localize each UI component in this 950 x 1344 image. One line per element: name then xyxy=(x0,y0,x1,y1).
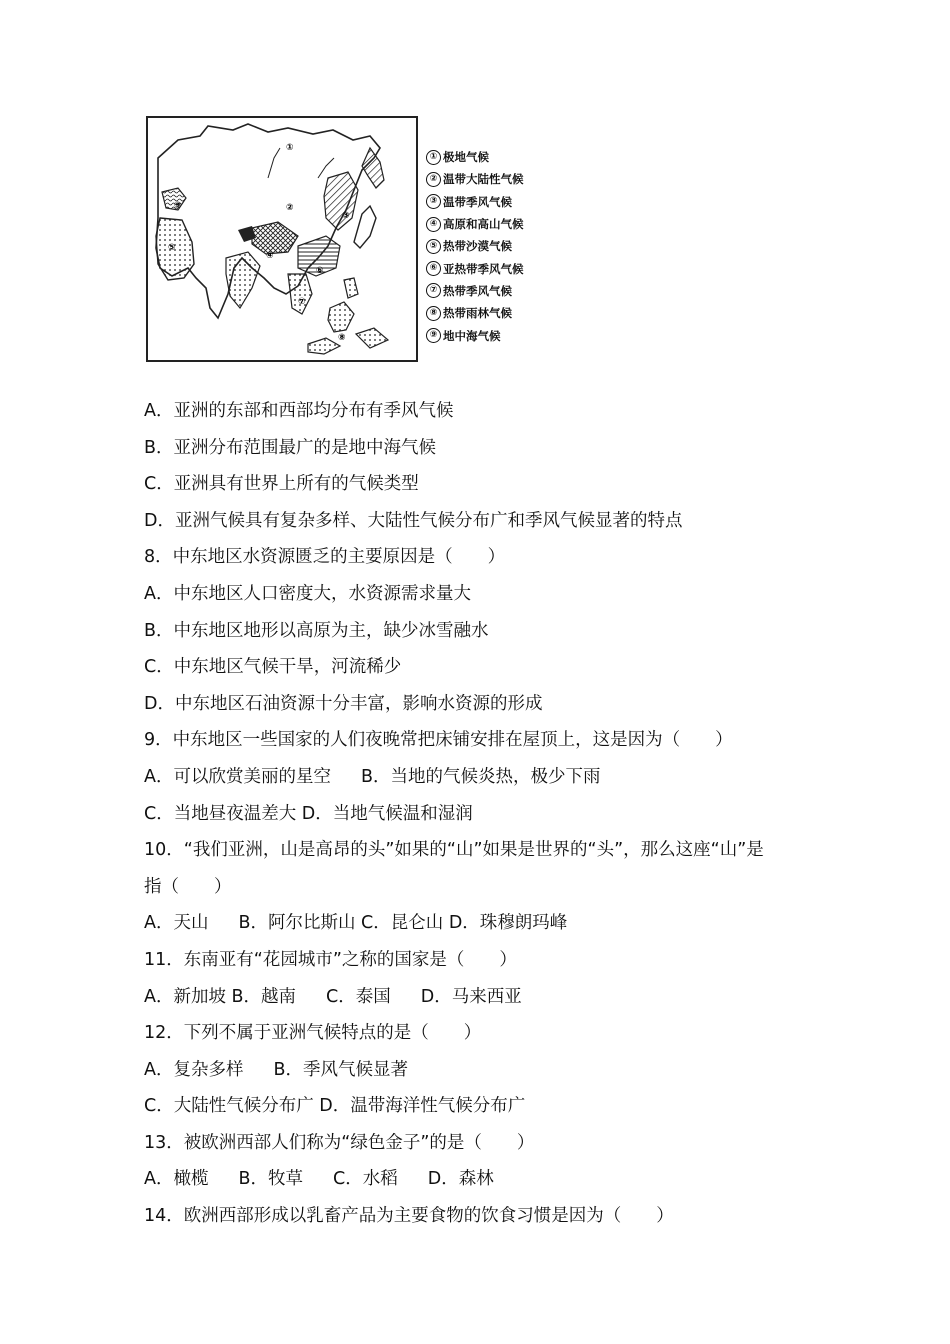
legend-text: 地中海气候 xyxy=(443,328,501,343)
option-line xyxy=(144,763,834,800)
text-segment: D．中东地区石油资源十分丰富，影响水资源的形成 xyxy=(144,693,543,714)
option-line xyxy=(144,1165,834,1202)
option-line xyxy=(144,909,834,946)
zone-3 xyxy=(324,172,358,230)
map-drawing xyxy=(148,118,418,362)
text-segment: 13．被欧洲西部人们称为“绿色金子”的是（ ） xyxy=(144,1132,535,1153)
legend-number: ② xyxy=(426,172,441,187)
map-label-9: ⑨ xyxy=(174,201,182,211)
text-segment: B．阿尔比斯山 C．昆仑山 D．珠穆朗玛峰 xyxy=(238,913,568,934)
text-segment: 10．“我们亚洲，山是高昂的头”如果的“山”如果是世界的“头”，那么这座“山”是 xyxy=(144,840,764,861)
question-line xyxy=(144,946,834,983)
text-segment: C．亚洲具有世界上所有的气候类型 xyxy=(144,474,419,495)
text-segment: D．马来西亚 xyxy=(420,986,522,1007)
asia-climate-map xyxy=(146,116,418,362)
legend-item xyxy=(426,213,546,235)
text-segment: D．森林 xyxy=(427,1169,494,1190)
zone-7-india xyxy=(226,252,260,308)
text-segment: B．季风气候显著 xyxy=(273,1059,408,1080)
map-label-1: ① xyxy=(286,143,294,153)
map-label-3: ③ xyxy=(342,211,350,221)
legend-text: 热带沙漠气候 xyxy=(443,239,512,254)
text-segment: 指（ ） xyxy=(144,876,232,897)
question-line xyxy=(144,726,834,763)
option-line xyxy=(144,470,834,507)
text-segment: C．大陆性气候分布广 D．温带海洋性气候分布广 xyxy=(144,1096,526,1117)
legend-item xyxy=(426,146,546,168)
legend-item xyxy=(426,235,546,257)
legend-item xyxy=(426,302,546,324)
option-line xyxy=(144,507,834,544)
option-line xyxy=(144,434,834,471)
map-legend xyxy=(426,146,546,347)
option-line xyxy=(144,1056,834,1093)
legend-item xyxy=(426,257,546,279)
option-line xyxy=(144,653,834,690)
text-segment: C．当地昼夜温差大 D．当地气候温和湿润 xyxy=(144,803,473,824)
legend-text: 温带季风气候 xyxy=(443,194,512,209)
legend-text: 热带雨林气候 xyxy=(443,306,512,321)
option-line xyxy=(144,397,834,434)
text-segment: 9．中东地区一些国家的人们夜晚常把床铺安排在屋顶上，这是因为（ ） xyxy=(144,730,733,751)
text-segment: 12．下列不属于亚洲气候特点的是（ ） xyxy=(144,1023,482,1044)
question-line xyxy=(144,1129,834,1166)
map-label-7: ⑦ xyxy=(298,297,306,307)
map-label-8: ⑧ xyxy=(338,333,346,343)
question-line xyxy=(144,873,834,910)
legend-number: ⑥ xyxy=(426,261,441,276)
map-label-6: ⑥ xyxy=(316,266,324,276)
text-segment: C．泰国 xyxy=(326,986,391,1007)
text-segment: A．橄榄 xyxy=(144,1169,209,1190)
legend-number: ⑧ xyxy=(426,306,441,321)
legend-text: 亚热带季风气候 xyxy=(443,261,524,276)
legend-number: ⑨ xyxy=(426,328,441,343)
option-line xyxy=(144,617,834,654)
legend-text: 极地气候 xyxy=(443,150,489,165)
legend-number: ⑤ xyxy=(426,239,441,254)
text-segment: A．可以欣赏美丽的星空 xyxy=(144,766,331,787)
text-segment: A．中东地区人口密度大，水资源需求量大 xyxy=(144,583,471,604)
legend-item xyxy=(426,324,546,346)
text-segment: 8．中东地区水资源匮乏的主要原因是（ ） xyxy=(144,547,506,568)
text-segment: A．天山 xyxy=(144,913,209,934)
legend-text: 高原和高山气候 xyxy=(443,217,524,232)
legend-number: ① xyxy=(426,150,441,165)
map-label-5: ⑤ xyxy=(168,243,176,253)
text-segment: B．牧草 xyxy=(238,1169,303,1190)
question-line xyxy=(144,1202,834,1239)
option-line xyxy=(144,800,834,837)
text-segment: A．复杂多样 xyxy=(144,1059,244,1080)
map-label-2: ② xyxy=(286,203,294,213)
text-segment: A．新加坡 B．越南 xyxy=(144,986,297,1007)
question-line xyxy=(144,836,834,873)
text-segment: 14．欧洲西部形成以乳畜产品为主要食物的饮食习惯是因为（ ） xyxy=(144,1206,674,1227)
option-line xyxy=(144,690,834,727)
option-line xyxy=(144,1092,834,1129)
text-segment: B．当地的气候炎热，极少下雨 xyxy=(360,766,601,787)
legend-item xyxy=(426,280,546,302)
legend-text: 热带季风气候 xyxy=(443,283,512,298)
text-segment: B．亚洲分布范围最广的是地中海气候 xyxy=(144,437,437,458)
text-segment: B．中东地区地形以高原为主，缺少冰雪融水 xyxy=(144,620,489,641)
asia-climate-figure xyxy=(146,116,546,364)
text-segment: A．亚洲的东部和西部均分布有季风气候 xyxy=(144,401,454,421)
legend-number: ③ xyxy=(426,194,441,209)
option-line xyxy=(144,580,834,617)
zone-4 xyxy=(252,222,298,254)
text-segment: 11．东南亚有“花园城市”之称的国家是（ ） xyxy=(144,949,517,970)
question-line xyxy=(144,543,834,580)
option-line xyxy=(144,983,834,1020)
question-line xyxy=(144,1019,834,1056)
text-segment: C．中东地区气候干旱，河流稀少 xyxy=(144,657,402,678)
legend-item xyxy=(426,191,546,213)
map-label-4: ④ xyxy=(266,251,274,261)
legend-number: ④ xyxy=(426,217,441,232)
legend-number: ⑦ xyxy=(426,283,441,298)
text-segment: D．亚洲气候具有复杂多样、大陆性气候分布广和季风气候显著的特点 xyxy=(144,510,683,531)
text-segment: C．水稻 xyxy=(333,1169,398,1190)
question-text xyxy=(144,397,834,1239)
legend-text: 温带大陆性气候 xyxy=(443,172,524,187)
legend-item xyxy=(426,168,546,190)
